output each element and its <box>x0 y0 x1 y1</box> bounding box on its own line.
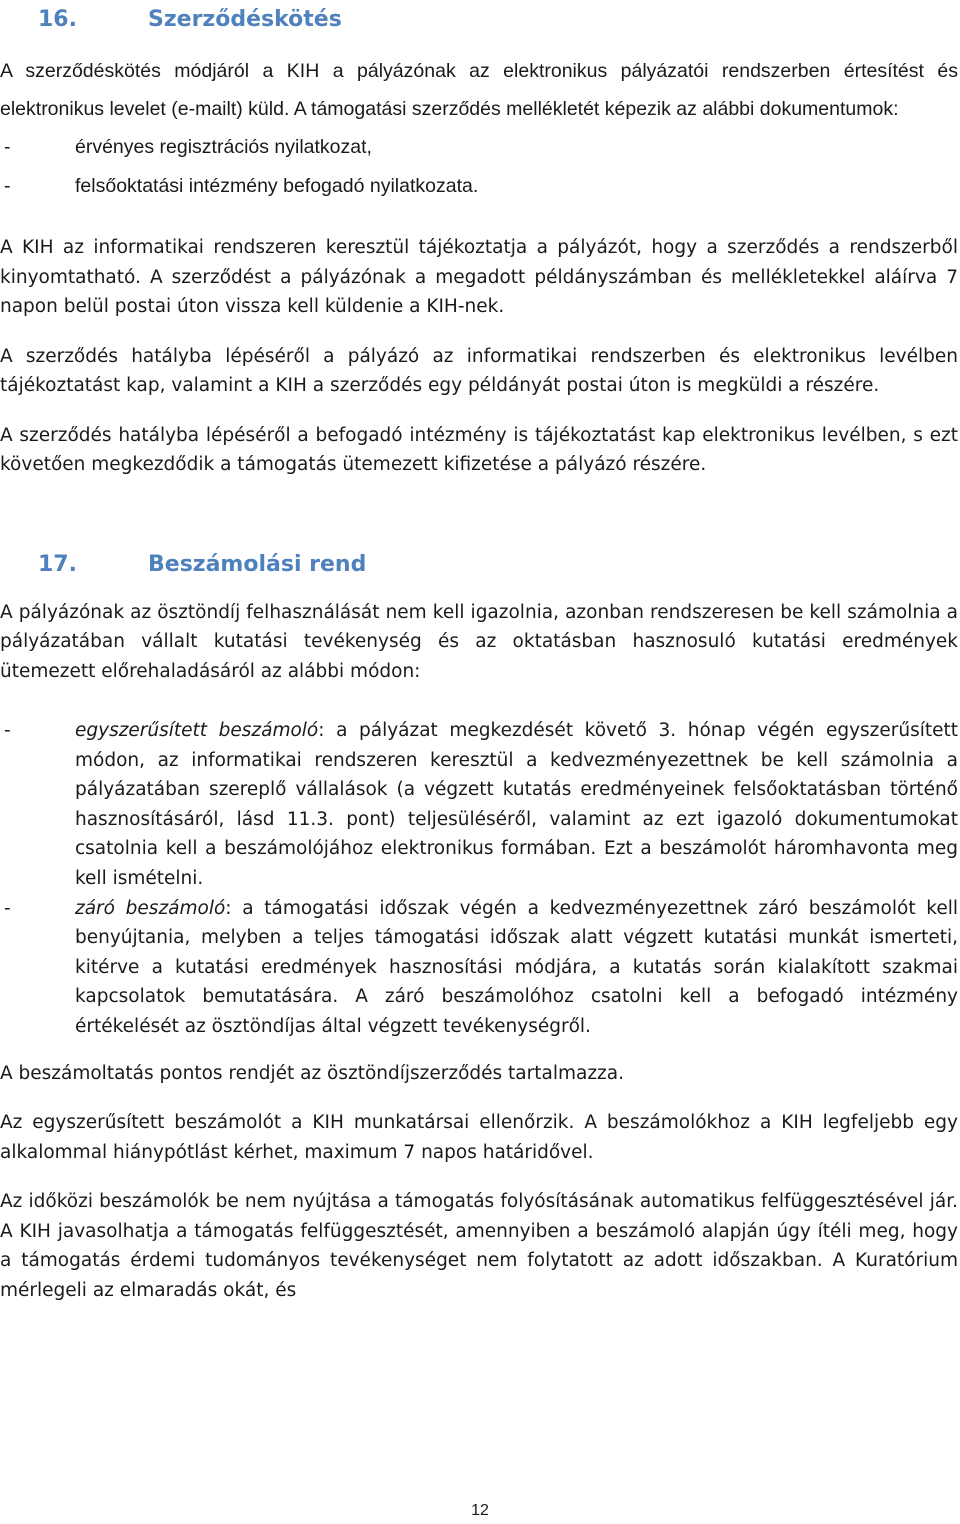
section-16-list <box>0 128 958 206</box>
section-16-intro: A szerződéskötés módjáról a KIH a pályázónak az elektronikus pályázatói rendszerben értesítést és elektronikus levelet (e-mailt) küld. A támogatási szerződés mellékletét képezik az alábbi dokumentumok: <box>0 60 958 120</box>
section-16-paragraph: A szerződés hatályba lépéséről a befogadó intézmény is tájékoztatást kap elektronikus levélben, s ezt követően megkezdődik a támogatás ütemezett kifizetése a pályázó részére. <box>0 424 958 475</box>
section-16-paragraph: A KIH az informatikai rendszeren keresztül tájékoztatja a pályázót, hogy a szerződés a rendszerből kinyomtatható. A szerződést a pályázónak a megadott példányszámban és mellékletekkel aláírva 7 napon belül postai úton vissza kell küldenie a KIH-nek. <box>0 237 958 317</box>
section-17-paragraph: Az egyszerűsített beszámolót a KIH munkatársai ellenőrzik. A beszámolókhoz a KIH legfeljebb egy alkalommal hiánypótlást kérhet, maximum 7 napos határidővel. <box>0 1112 958 1163</box>
list-dash: - <box>4 175 11 197</box>
section-17-heading <box>38 550 958 580</box>
page-number: 12 <box>471 1502 489 1519</box>
list-item: - érvényes regisztrációs nyilatkozat, <box>0 128 958 167</box>
list-dash: - <box>4 720 11 741</box>
list-dash: - <box>4 136 11 158</box>
list-item-term: egyszerűsített beszámoló <box>75 720 319 741</box>
list-dash: - <box>4 897 11 919</box>
section-16-number: 16. <box>38 7 77 32</box>
list-item-text: : a pályázat megkezdését követő 3. hónap végén egyszerűsített módon, az informatikai rendszeren keresztül a kedvezményezettnek be kell számolnia a pályázatában szereplő vállalások (a végzett kutatás eredményeinek felsőoktatásban történő hasznosításáról, lásd 11.3. pont) teljesüléséről, valamint az ezt igazoló dokumentumokat csatolnia kell a beszámolójához elektronikus formában. Ezt a beszámolót háromhavonta meg kell ismételni. <box>75 720 958 889</box>
list-item-text: : a támogatási időszak végén a kedvezményezettnek záró beszámolót kell benyújtania, melyben a teljes támogatási időszak alatt végzett kutatási munkát ismerteti, kitérve a kutatási eredmények hasznosítási módjára, a kutatás során kialakított szakmai kapcsolatok bemutatására. A záró beszámolóhoz csatolni kell a befogadó intézmény értékelését az ösztöndíjas által végzett tevékenységről. <box>75 897 958 1037</box>
section-17-list <box>0 716 958 1042</box>
section-16-heading <box>38 6 958 34</box>
section-17-intro: A pályázónak az ösztöndíj felhasználását nem kell igazolnia, azonban rendszeresen be kell számolnia a pályázatában vállalt kutatási tevékenység és az oktatásban hasznosuló kutatási eredmények ütemezett előrehaladásáról az alábbi módon: <box>0 601 958 682</box>
list-item <box>0 716 958 894</box>
section-17-title: Beszámolási rend <box>148 551 367 577</box>
list-item: - felsőoktatási intézmény befogadó nyilatkozata. <box>0 167 958 206</box>
list-item <box>0 894 958 1042</box>
section-16-title: Szerződéskötés <box>148 7 342 32</box>
section-17-paragraph: Az időközi beszámolók be nem nyújtása a támogatás folyósításának automatikus felfüggesztésével jár. A KIH javasolhatja a támogatás felfüggesztését, amennyiben a beszámoló alapján úgy ítéli meg, hogy a támogatás érdemi tudományos tevékenységet nem folytatott az adott időszakban. A Kuratórium mérlegeli az elmaradás okát, és <box>0 1191 958 1301</box>
section-17-number: 17. <box>38 551 77 577</box>
section-16-paragraph: A szerződés hatályba lépéséről a pályázó az informatikai rendszerben és elektronikus levélben tájékoztatást kap, valamint a KIH a szerződés egy példányát postai úton is megküldi a részére. <box>0 345 958 396</box>
section-17-paragraph: A beszámoltatás pontos rendjét az ösztöndíjszerződés tartalmazza. <box>0 1062 624 1084</box>
list-item-term: záró beszámoló <box>75 897 226 919</box>
